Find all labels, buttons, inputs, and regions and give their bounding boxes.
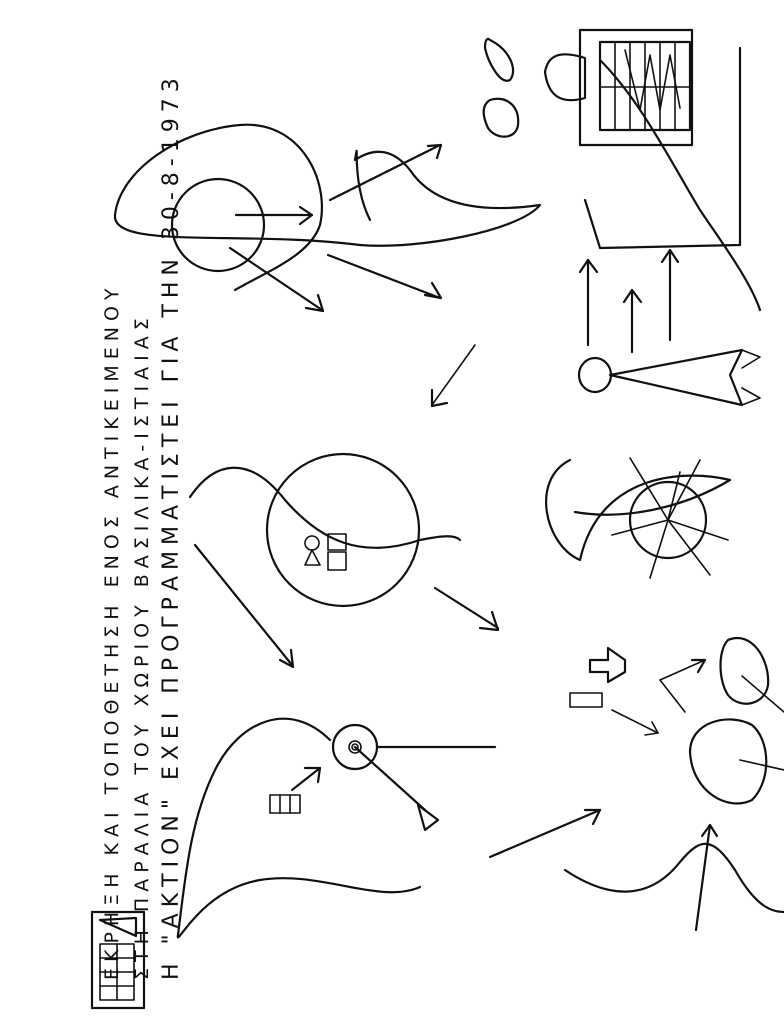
sketch-burst	[546, 458, 730, 578]
sketch-left-curve	[178, 719, 495, 938]
caption-line-3: Η "ΑΚΤΙΟΝ" ΕΧΕΙ ΠΡΟΓΡΑΜΜΑΤΙΣΤΕΙ ΓΙΑ ΤΗΝ 30-8-1973	[159, 72, 184, 980]
sketch-blobs	[490, 638, 784, 930]
caption-line-2: ΣΤΗ ΠΑΡΑΛΙΑ ΤΟΥ ΧΩΡΙΟΥ ΒΑΣΙΛΙΚΑ-ΙΣΤΙΑΙΑΣ	[131, 312, 153, 980]
sketch-rocket	[579, 250, 760, 405]
caption-line-1: ΕΚΡΗΞΗ ΚΑΙ ΤΟΠΟΘΕΤΗΣΗ ΕΝΟΣ ΑΝΤΙΚΕΙΜΕΝΟΥ	[101, 282, 123, 980]
sketch-grid-box	[545, 30, 760, 310]
caption	[101, 72, 184, 980]
sketch-middle-circle	[190, 454, 498, 667]
